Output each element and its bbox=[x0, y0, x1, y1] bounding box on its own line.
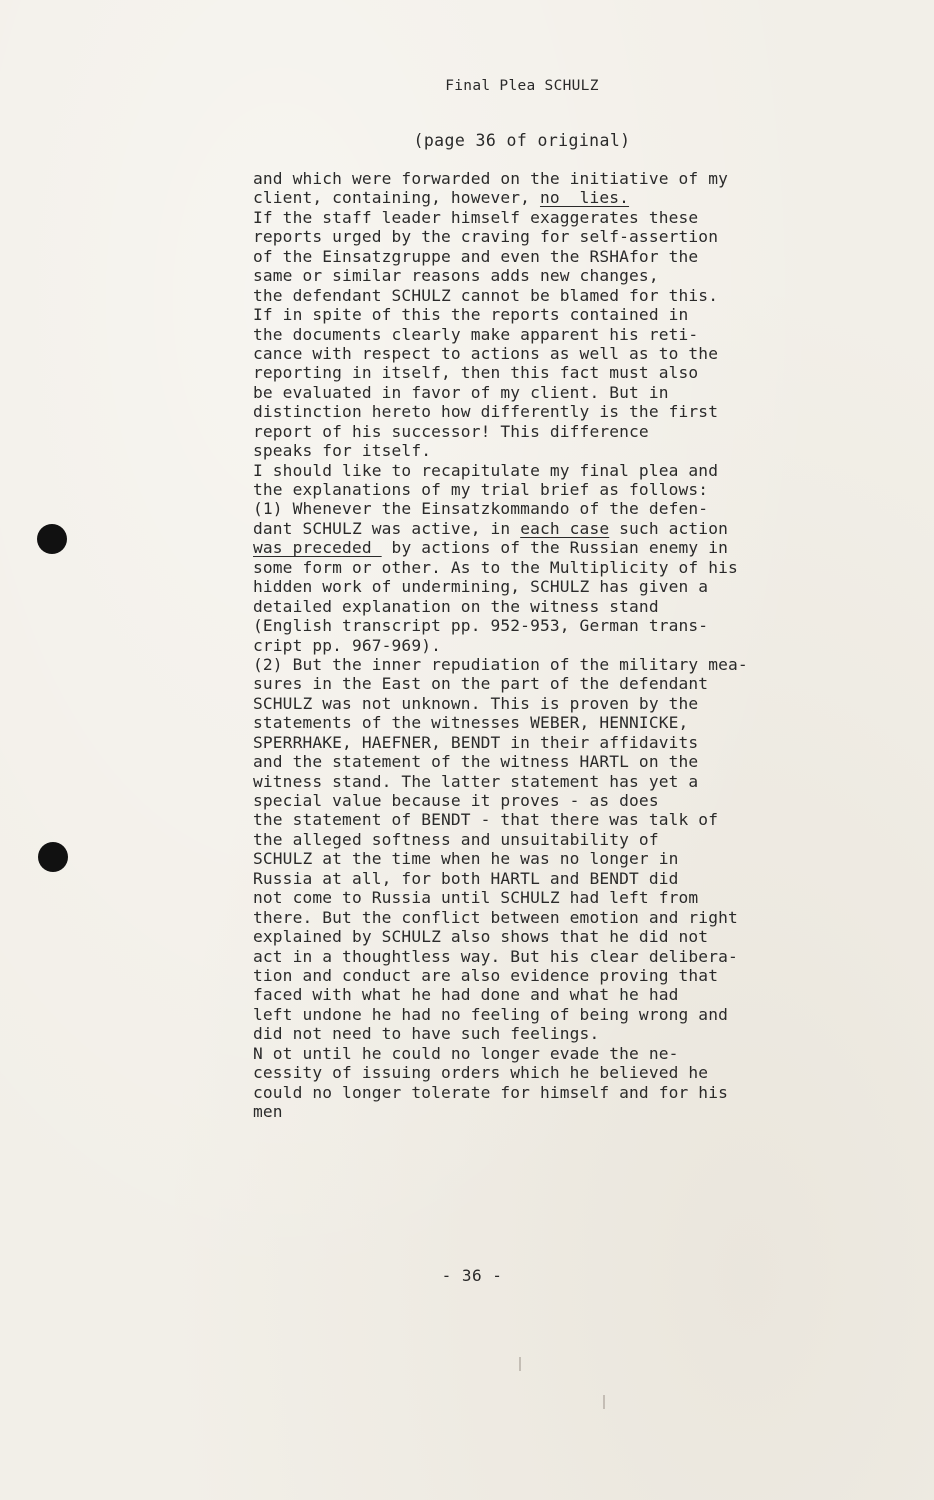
body-text-segment: speaks for itself. bbox=[253, 441, 432, 461]
page-number: - 36 - bbox=[441, 1266, 503, 1285]
body-line bbox=[253, 616, 853, 635]
body-text-segment: men bbox=[253, 1102, 283, 1121]
body-line bbox=[253, 694, 853, 713]
body-line bbox=[253, 733, 853, 752]
body-text-segment: If the staff leader himself exaggerates these bbox=[253, 207, 699, 227]
body-line bbox=[253, 286, 853, 305]
body-line bbox=[253, 985, 853, 1004]
body-text-segment: same or similar reasons adds new changes, bbox=[253, 266, 659, 286]
body-text-segment: and the statement of the witness HARTL on the bbox=[253, 752, 699, 772]
body-text-segment: If in spite of this the reports contained in bbox=[253, 305, 689, 325]
body-text-segment: the defendant SCHULZ cannot be blamed for this. bbox=[253, 285, 719, 305]
body-text-segment: SCHULZ at the time when he was no longer in bbox=[253, 849, 679, 869]
body-line bbox=[253, 869, 853, 888]
body-text-segment: explained by SCHULZ also shows that he did not bbox=[253, 927, 709, 947]
document-body bbox=[253, 169, 853, 1121]
body-line bbox=[253, 1044, 853, 1063]
body-line bbox=[253, 499, 853, 518]
body-line bbox=[253, 1102, 853, 1121]
body-text-segment: detailed explanation on the witness stand bbox=[253, 596, 659, 616]
body-text-segment: (1) Whenever the Einsatzkommando of the defen- bbox=[253, 499, 709, 519]
punch-hole-bottom bbox=[38, 842, 68, 872]
body-line bbox=[253, 325, 853, 344]
body-text-segment: dant SCHULZ was active, in bbox=[253, 518, 521, 538]
body-line bbox=[253, 247, 853, 266]
body-text-segment: cance with respect to actions as well as to the bbox=[253, 343, 719, 363]
body-text-segment: SCHULZ was not unknown. This is proven by the bbox=[253, 693, 699, 713]
body-text-segment: did not need to have such feelings. bbox=[253, 1024, 600, 1044]
body-line bbox=[253, 752, 853, 771]
body-text-segment: the documents clearly make apparent his reti- bbox=[253, 324, 699, 344]
body-line bbox=[253, 538, 853, 557]
body-text-segment: and which were forwarded on the initiative of my bbox=[253, 169, 728, 188]
body-text-segment: distinction hereto how differently is the first bbox=[253, 402, 719, 422]
body-line bbox=[253, 927, 853, 946]
body-line bbox=[253, 674, 853, 693]
body-line bbox=[253, 461, 853, 480]
body-text-segment: there. But the conflict between emotion and right bbox=[253, 907, 738, 927]
body-line bbox=[253, 830, 853, 849]
body-text-segment: sures in the East on the part of the defendant bbox=[253, 674, 709, 694]
body-line bbox=[253, 1063, 853, 1082]
body-line bbox=[253, 636, 853, 655]
body-line bbox=[253, 966, 853, 985]
body-text-segment: SPERRHAKE, HAEFNER, BENDT in their affidavits bbox=[253, 732, 699, 752]
paper-mark bbox=[519, 1357, 521, 1371]
body-line bbox=[253, 947, 853, 966]
body-text-segment: statements of the witnesses WEBER, HENNICKE, bbox=[253, 713, 689, 733]
original-page-reference: (page 36 of original) bbox=[413, 131, 631, 150]
body-text-segment: client, containing, however, bbox=[253, 188, 540, 208]
body-line bbox=[253, 772, 853, 791]
body-text-segment: faced with what he had done and what he had bbox=[253, 985, 679, 1005]
body-line bbox=[253, 480, 853, 499]
body-text-segment: act in a thoughtless way. But his clear delibera- bbox=[253, 946, 738, 966]
body-line bbox=[253, 888, 853, 907]
body-line bbox=[253, 344, 853, 363]
body-text-segment: (2) But the inner repudiation of the military mea- bbox=[253, 654, 748, 674]
body-text-segment: reports urged by the craving for self-assertion bbox=[253, 227, 719, 247]
body-line bbox=[253, 791, 853, 810]
body-text-segment: cript pp. 967-969). bbox=[253, 635, 442, 655]
body-line bbox=[253, 169, 853, 188]
body-text-segment: witness stand. The latter statement has yet a bbox=[253, 771, 699, 791]
body-text-segment: be evaluated in favor of my client. But in bbox=[253, 382, 669, 402]
body-line bbox=[253, 558, 853, 577]
body-line bbox=[253, 908, 853, 927]
body-line bbox=[253, 713, 853, 732]
body-line bbox=[253, 810, 853, 829]
body-line bbox=[253, 363, 853, 382]
body-line bbox=[253, 188, 853, 207]
body-text-segment: of the Einsatzgruppe and even the RSHAfor the bbox=[253, 246, 699, 266]
body-text-segment: left undone he had no feeling of being wrong and bbox=[253, 1004, 728, 1024]
body-text-segment: by actions of the Russian enemy in bbox=[381, 538, 729, 558]
body-line bbox=[253, 208, 853, 227]
body-text-segment: some form or other. As to the Multiplicity of his bbox=[253, 557, 738, 577]
body-text-segment: (English transcript pp. 952-953, German trans- bbox=[253, 616, 709, 636]
body-text-segment: I should like to recapitulate my final plea and bbox=[253, 460, 719, 480]
body-text-segment: the statement of BENDT - that there was talk of bbox=[253, 810, 719, 830]
underlined-text: each case bbox=[520, 518, 610, 538]
body-text-segment: hidden work of undermining, SCHULZ has given a bbox=[253, 577, 709, 597]
body-text-segment: not come to Russia until SCHULZ had left from bbox=[253, 888, 699, 908]
body-line bbox=[253, 266, 853, 285]
body-text-segment: the alleged softness and unsuitability of bbox=[253, 829, 659, 849]
underlined-text: no lies. bbox=[539, 188, 630, 208]
body-text-segment: tion and conduct are also evidence proving that bbox=[253, 965, 719, 985]
body-line bbox=[253, 577, 853, 596]
body-text-segment: the explanations of my trial brief as follows: bbox=[253, 480, 709, 499]
body-text-segment: report of his successor! This difference bbox=[253, 421, 649, 441]
body-line bbox=[253, 402, 853, 421]
body-line bbox=[253, 519, 853, 538]
body-line bbox=[253, 849, 853, 868]
body-line bbox=[253, 1005, 853, 1024]
body-line bbox=[253, 227, 853, 246]
body-text-segment: reporting in itself, then this fact must also bbox=[253, 363, 699, 383]
document-header: Final Plea SCHULZ bbox=[445, 78, 599, 94]
body-line bbox=[253, 305, 853, 324]
body-line bbox=[253, 1083, 853, 1102]
body-line bbox=[253, 383, 853, 402]
punch-hole-top bbox=[37, 524, 67, 554]
body-text-segment: Russia at all, for both HARTL and BENDT did bbox=[253, 868, 679, 888]
body-text-segment: such action bbox=[609, 518, 728, 538]
body-text-segment: could no longer tolerate for himself and for his bbox=[253, 1082, 728, 1102]
body-line bbox=[253, 422, 853, 441]
paper-mark bbox=[603, 1395, 605, 1409]
underlined-text: was preceded bbox=[253, 538, 382, 558]
body-line bbox=[253, 1024, 853, 1043]
body-text-segment: cessity of issuing orders which he believed he bbox=[253, 1063, 709, 1083]
body-text-segment: N ot until he could no longer evade the ne- bbox=[253, 1043, 679, 1063]
body-line bbox=[253, 655, 853, 674]
body-line bbox=[253, 441, 853, 460]
body-text-segment: special value because it proves - as does bbox=[253, 791, 659, 810]
body-line bbox=[253, 597, 853, 616]
